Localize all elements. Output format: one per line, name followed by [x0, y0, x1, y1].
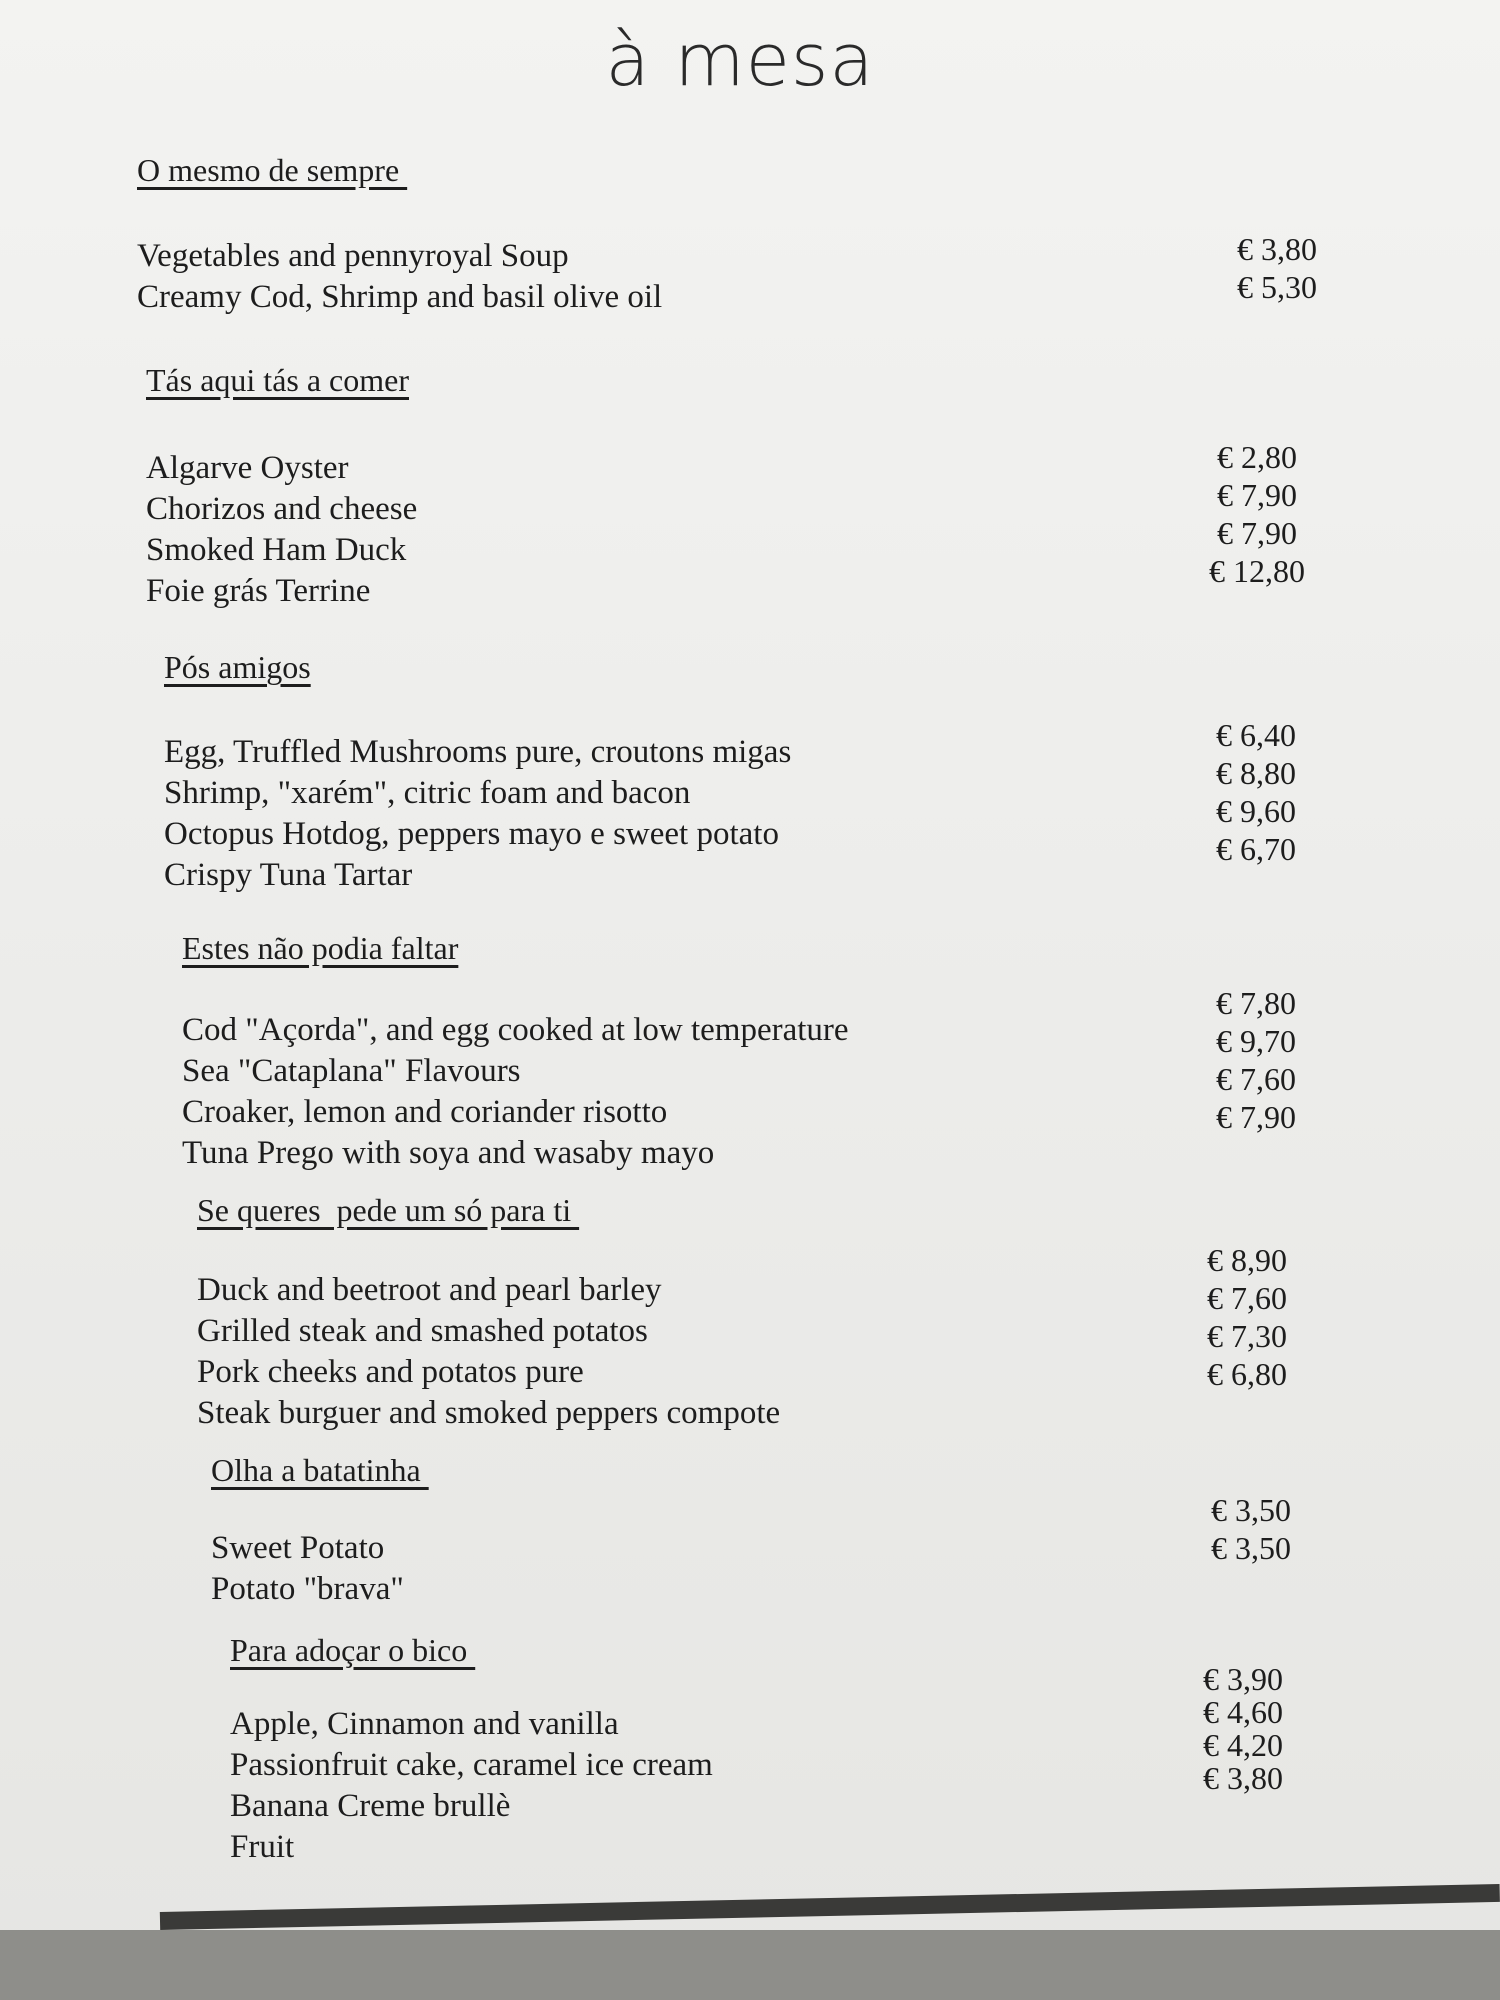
menu-section [164, 649, 792, 893]
menu-section [230, 1632, 713, 1865]
menu-section [137, 152, 663, 315]
item-name: Shrimp, "xarém", citric foam and bacon [164, 775, 691, 811]
item-list [197, 1270, 937, 1434]
item-name: Tuna Prego with soya and wasaby mayo [182, 1135, 715, 1171]
item-list [137, 236, 877, 318]
item-price: € 3,90 [1203, 1661, 1283, 1697]
item-price: € 7,90 [1217, 515, 1297, 551]
item-price: € 3,50 [1211, 1530, 1291, 1566]
menu-title: à mesa [605, 18, 875, 102]
item-price: € 7,60 [1207, 1280, 1287, 1316]
item-price: € 4,20 [1203, 1727, 1283, 1763]
item-price: € 6,40 [1216, 717, 1296, 753]
price-list [1237, 230, 1317, 306]
item-name: Crispy Tuna Tartar [164, 857, 413, 893]
item-price: € 7,90 [1216, 1099, 1296, 1135]
item-name: Croaker, lemon and coriander risotto [182, 1094, 668, 1130]
section-title: Pós amigos [164, 649, 311, 685]
price-list [1209, 438, 1305, 590]
item-name: Potato "brava" [211, 1571, 404, 1607]
item-price: € 7,80 [1216, 985, 1296, 1021]
item-list [230, 1704, 970, 1868]
section-title: Para adoçar o bico [230, 1632, 476, 1668]
item-name: Pork cheeks and potatos pure [197, 1354, 584, 1390]
item-name: Sea "Cataplana" Flavours [182, 1053, 521, 1089]
item-name: Vegetables and pennyroyal Soup [137, 238, 569, 274]
item-price: € 4,60 [1203, 1694, 1283, 1730]
item-price: € 8,80 [1216, 755, 1296, 791]
item-list [182, 1010, 922, 1174]
item-price: € 3,50 [1211, 1492, 1291, 1528]
item-name: Fruit [230, 1829, 295, 1865]
section-title: O mesmo de sempre [137, 152, 408, 188]
price-list [1211, 1491, 1291, 1567]
item-price: € 7,30 [1207, 1318, 1287, 1354]
item-name: Grilled steak and smashed potatos [197, 1313, 648, 1349]
item-name: Apple, Cinnamon and vanilla [230, 1706, 619, 1742]
item-name: Algarve Oyster [146, 450, 349, 486]
item-list [211, 1528, 951, 1610]
item-price: € 9,70 [1216, 1023, 1296, 1059]
menu-section [182, 930, 849, 1171]
item-name: Sweet Potato [211, 1530, 385, 1566]
item-price: € 7,60 [1216, 1061, 1296, 1097]
item-name: Chorizos and cheese [146, 491, 418, 527]
menu-section [197, 1192, 781, 1431]
item-list [146, 448, 886, 612]
price-list [1207, 1241, 1287, 1393]
item-name: Steak burguer and smoked peppers compote [197, 1395, 781, 1431]
price-list [1203, 1663, 1283, 1795]
item-name: Duck and beetroot and pearl barley [197, 1272, 662, 1308]
item-name: Banana Creme brullè [230, 1788, 511, 1824]
item-price: € 7,90 [1217, 477, 1297, 513]
section-title: Tás aqui tás a comer [146, 362, 409, 398]
item-price: € 6,80 [1207, 1356, 1287, 1392]
item-name: Passionfruit cake, caramel ice cream [230, 1747, 713, 1783]
price-list [1216, 984, 1296, 1136]
item-name: Octopus Hotdog, peppers mayo e sweet potato [164, 816, 779, 852]
item-price: € 9,60 [1216, 793, 1296, 829]
menu-section [146, 362, 418, 609]
menu-section [211, 1452, 429, 1607]
item-price: € 12,80 [1209, 553, 1305, 589]
price-list [1216, 716, 1296, 868]
item-price: € 2,80 [1217, 439, 1297, 475]
item-name: Cod "Açorda", and egg cooked at low temperature [182, 1012, 849, 1048]
section-title: Olha a batatinha [211, 1452, 429, 1488]
item-price: € 6,70 [1216, 831, 1296, 867]
background-surface [0, 1930, 1500, 2000]
item-price: € 5,30 [1237, 269, 1317, 305]
item-price: € 8,90 [1207, 1242, 1287, 1278]
section-title: Estes não podia faltar [182, 930, 459, 966]
item-name: Foie grás Terrine [146, 573, 371, 609]
item-name: Creamy Cod, Shrimp and basil olive oil [137, 279, 663, 315]
item-price: € 3,80 [1203, 1760, 1283, 1796]
section-title: Se queres pede um só para ti [197, 1192, 580, 1228]
item-price: € 3,80 [1237, 231, 1317, 267]
item-name: Smoked Ham Duck [146, 532, 407, 568]
item-list [164, 732, 904, 896]
item-name: Egg, Truffled Mushrooms pure, croutons migas [164, 734, 792, 770]
